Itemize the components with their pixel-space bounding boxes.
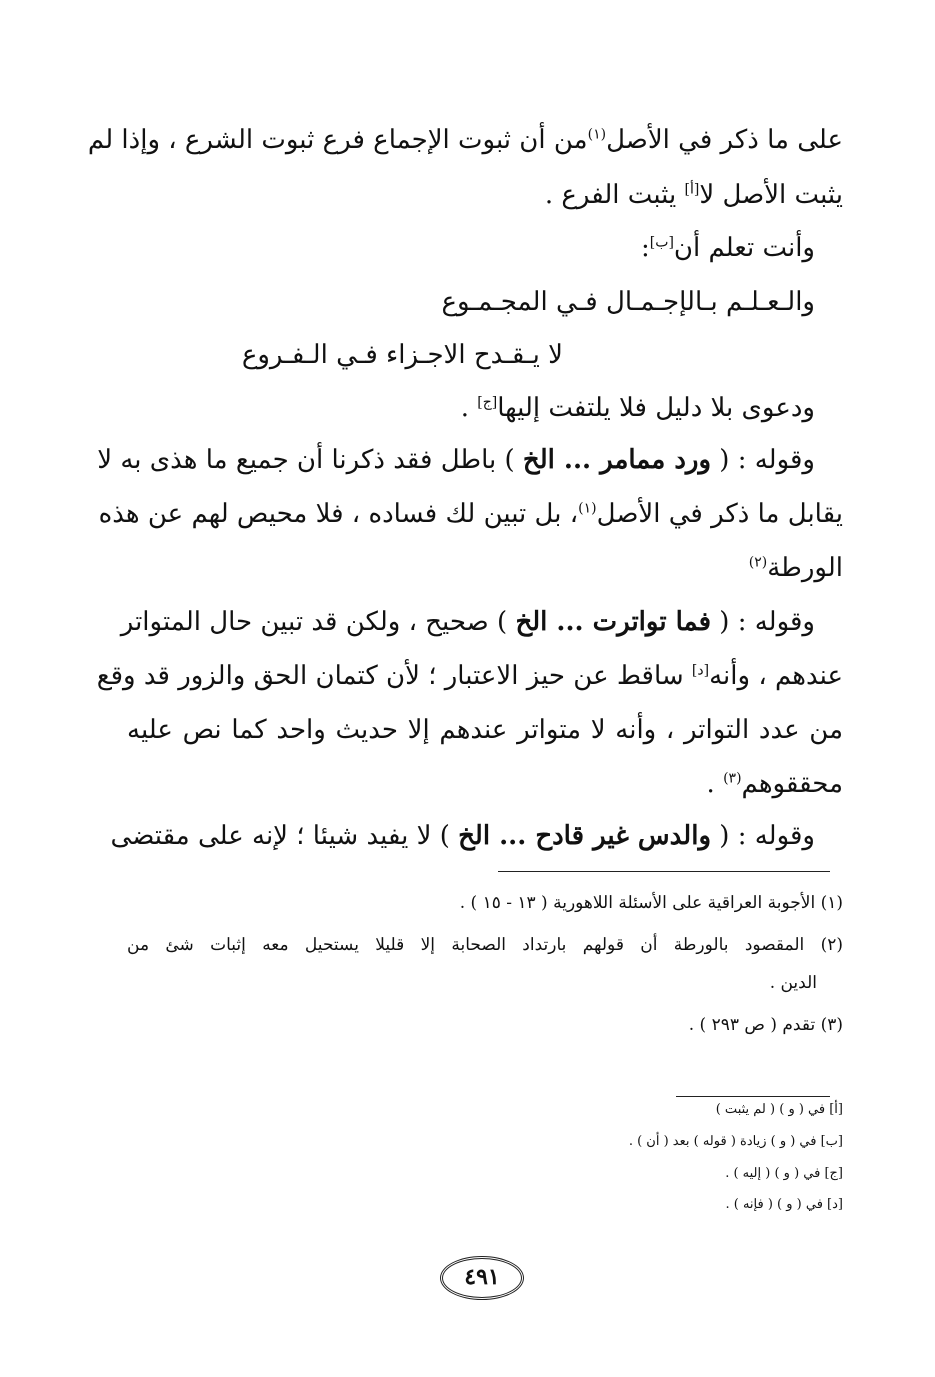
body-line: [110, 816, 815, 856]
variant-ref: [ج]: [477, 394, 498, 411]
text-run: وقوله : (: [711, 445, 815, 475]
body-line: [87, 120, 843, 160]
variant-separator: [676, 1096, 830, 1097]
footnote-1: (١) الأجوبة العراقية على الأسئلة اللاهورية ( ١٣ - ١٥ ) .: [459, 893, 843, 913]
variant-ref: [أ]: [684, 181, 700, 198]
footnote-ref: (٢): [748, 554, 768, 571]
text-run: يقابل ما ذكر في الأصل: [596, 499, 843, 529]
text-run: .: [706, 769, 724, 799]
verse-line-2: لا يـقـدح الاجـزاء فـي الـفـروع: [241, 340, 563, 370]
verse-line-1: والـعـلـم بـالإجـمـال فـي المجـمـوع: [441, 287, 815, 317]
body-line: [120, 602, 815, 642]
text-run: ودعوى بلا دليل فلا يلتفت إليها: [497, 393, 815, 423]
quoted-phrase: فما تواترت ... الخ: [515, 607, 712, 637]
body-line: [98, 494, 843, 534]
footnote-ref: (١): [578, 500, 597, 517]
variant-ref: [د]: [691, 662, 710, 679]
text-run: وقوله : (: [711, 821, 815, 851]
body-line: من عدد التواتر ، وأنه لا متواتر عندهم إلا حديث واحد كما نص عليه: [127, 715, 843, 745]
text-run: ) صحيح ، ولكن قد تبين حال المتواتر: [120, 607, 516, 637]
variant-ref: [ب]: [649, 234, 674, 251]
quoted-phrase: ورد ممامر ... الخ: [522, 445, 712, 475]
quoted-phrase: والدس غير قادح ... الخ: [458, 821, 712, 851]
text-run: الورطة: [767, 553, 843, 583]
text-run: .: [460, 393, 478, 423]
body-line: [127, 388, 815, 428]
footnote-3: (٣) تقدم ( ص ٢٩٣ ) .: [688, 1015, 843, 1035]
variant-note-d: [د] في ( و ) ( فإنه ) .: [725, 1197, 843, 1212]
footnote-2: (٢) المقصود بالورطة أن قولهم بارتداد الصحابة إلا قليلا يستحيل معه إثبات شئ من: [127, 935, 843, 955]
body-line: [96, 656, 843, 696]
text-run: :: [641, 233, 650, 263]
text-run: عندهم ، وأنه: [709, 661, 843, 691]
variant-note-b: [ب] في ( و ) زيادة ( قوله ) بعد ( أن ) .: [628, 1134, 843, 1149]
variant-note-a: [أ] في ( و ) ( لم يثبت ): [715, 1102, 843, 1117]
body-line: [127, 228, 815, 268]
text-run: يثبت الأصل لا: [699, 180, 843, 210]
body-line: [97, 440, 815, 480]
footnote-2-cont: الدين .: [769, 973, 817, 993]
footnote-separator: [498, 871, 830, 872]
text-run: من أن ثبوت الإجماع فرع ثبوت الشرع ، وإذا لم: [87, 125, 588, 155]
text-run: وأنت تعلم أن: [673, 233, 815, 263]
footnote-ref: (١): [587, 126, 607, 143]
body-line: [127, 175, 843, 215]
body-line: [127, 548, 843, 588]
text-run: على ما ذكر في الأصل: [606, 125, 843, 155]
text-run: ) لا يفيد شيئا ؛ لإنه على مقتضى: [110, 821, 459, 851]
text-run: ساقط عن حيز الاعتبار ؛ لأن كتمان الحق والزور قد وقع: [96, 661, 692, 691]
text-run: ، بل تبين لك فساده ، فلا محيص لهم عن هذه: [98, 499, 579, 529]
variant-note-c: [ج] في ( و ) ( إليه ) .: [725, 1166, 843, 1181]
text-run: ) باطل فقد ذكرنا أن جميع ما هذى به لا: [97, 445, 523, 475]
text-run: يثبت الفرع .: [544, 180, 685, 210]
text-run: محققوهم: [741, 769, 843, 799]
text-run: وقوله : (: [711, 607, 815, 637]
body-line: [127, 764, 843, 804]
page-number: ٤٩١: [440, 1256, 524, 1300]
footnote-ref: (٣): [723, 770, 742, 787]
